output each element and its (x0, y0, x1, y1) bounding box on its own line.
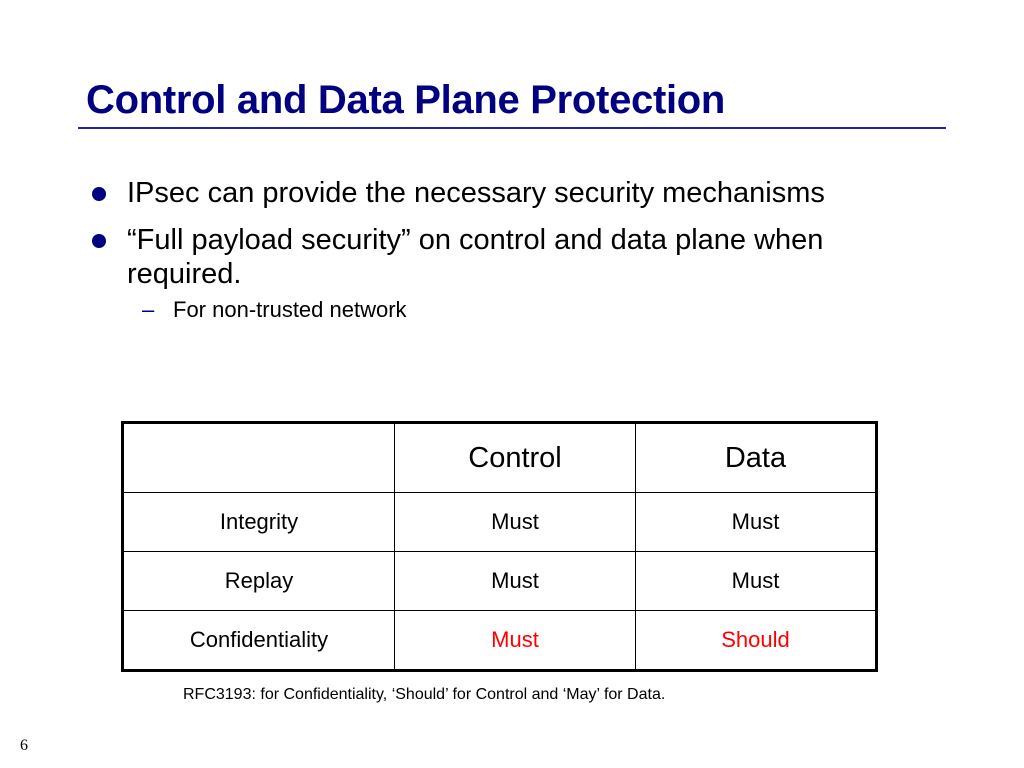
dash-icon: – (142, 297, 155, 322)
control-cell-highlighted: Must (395, 611, 636, 671)
row-label: Replay (123, 552, 395, 611)
bullet-dot-icon (92, 234, 106, 248)
table-header-row (123, 423, 877, 493)
bullet-text: IPsec can provide the necessary security mechanisms (127, 177, 825, 209)
data-cell: Must (636, 493, 877, 552)
bullet-item (90, 223, 890, 291)
row-label: Integrity (123, 493, 395, 552)
title-divider (78, 127, 946, 129)
protection-table (121, 421, 878, 672)
header-cell-empty (123, 423, 395, 493)
slide-title: Control and Data Plane Protection (86, 78, 726, 122)
sub-bullet-text: For non-trusted network (173, 297, 407, 322)
sub-bullet-item (142, 296, 942, 324)
footnote: RFC3193: for Confidentiality, ‘Should’ for Control and ‘May’ for Data. (183, 686, 666, 703)
data-cell: Must (636, 552, 877, 611)
data-cell-highlighted: Should (636, 611, 877, 671)
header-cell-control: Control (395, 423, 636, 493)
page-number: 6 (20, 737, 28, 754)
table-row (123, 611, 877, 671)
bullet-list (90, 176, 890, 324)
table-row (123, 552, 877, 611)
control-cell: Must (395, 552, 636, 611)
row-label: Confidentiality (123, 611, 395, 671)
control-cell: Must (395, 493, 636, 552)
bullet-dot-icon (92, 187, 106, 201)
table-row (123, 493, 877, 552)
header-cell-data: Data (636, 423, 877, 493)
bullet-text: “Full payload security” on control and data plane when required. (127, 224, 824, 290)
bullet-item (90, 176, 890, 210)
